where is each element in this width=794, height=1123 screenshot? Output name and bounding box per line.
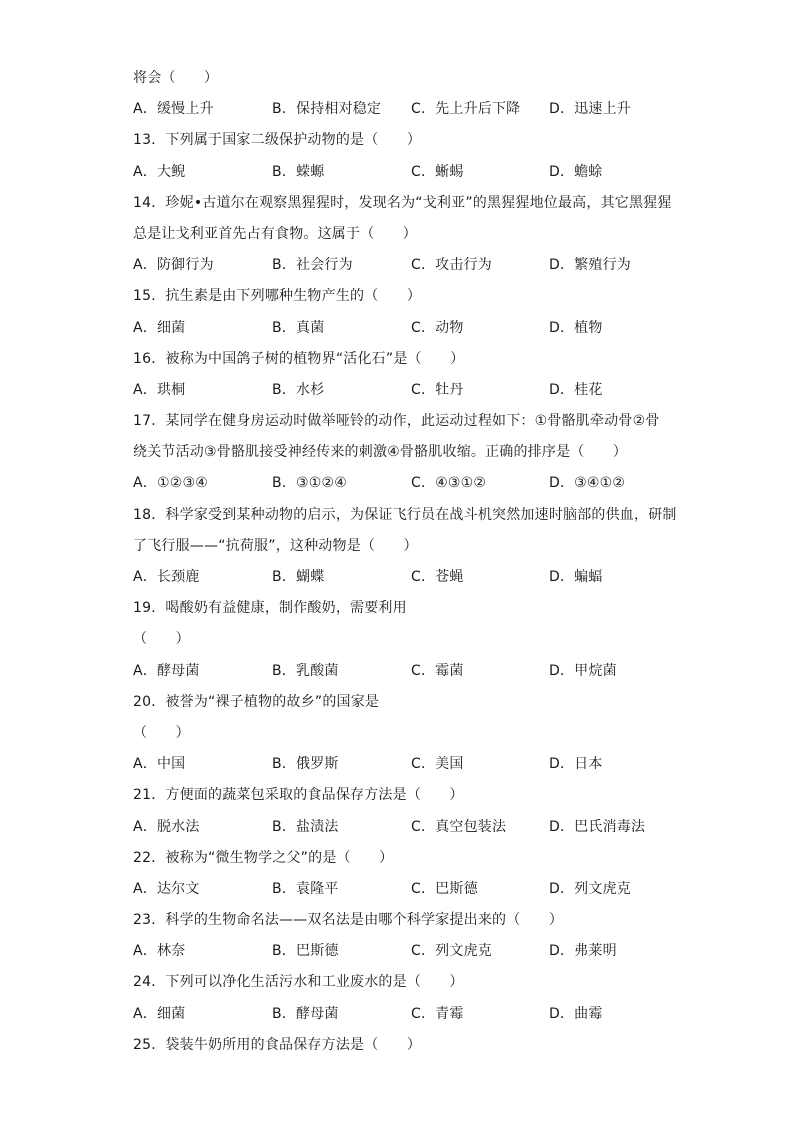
option-a: A．细菌 [133,1005,186,1022]
option-a: A．防御行为 [133,257,214,274]
option-c: C．青霉 [411,1005,464,1022]
option-c: C．巴斯德 [411,880,478,897]
option-a: A．中国 [133,756,186,773]
question-23-stem: 23．科学的生物命名法——双名法是由哪个科学家提出来的（ ） [133,912,564,929]
option-c: C．霉菌 [411,662,464,679]
question-21-stem: 21．方便面的蔬菜包采取的食品保存方法是（ ） [133,787,464,804]
option-d: D．巴氏消毒法 [549,818,646,835]
question-list [133,63,677,1061]
question-17-options [133,468,673,499]
question-25-stem: 25．袋装牛奶所用的食品保存方法是（ ） [133,1036,422,1053]
question-13-options [133,157,673,188]
question-19-options [133,656,673,687]
question-14-options [133,250,673,281]
option-b: B．保持相对稳定 [272,101,382,118]
option-d: D．列文虎克 [549,880,631,897]
question-14-stem-cont: 总是让戈利亚首先占有食物。这属于（ ） [133,225,417,242]
option-d: D．繁殖行为 [549,257,631,274]
option-a: A．①②③④ [133,475,208,492]
question-23-options [133,936,673,967]
option-b: B．蝾螈 [272,163,325,180]
question-18-stem-cont: 了飞行服——“抗荷服”，这种动物是（ ） [133,537,418,554]
question-16-stem: 16．被称为中国鸽子树的植物界“活化石”是（ ） [133,350,465,367]
question-14-stem: 14．珍妮•古道尔在观察黑猩猩时，发现名为“戈利亚”的黑猩猩地位最高，其它黑猩猩 [133,194,672,211]
option-d: D．蝙蝠 [549,569,603,585]
option-c: C．真空包装法 [411,818,507,835]
option-c: C．美国 [411,756,464,773]
question-15-stem: 15．抗生素是由下列哪种生物产生的（ ） [133,288,422,305]
option-b: B．真菌 [272,319,325,336]
option-c: C．列文虎克 [411,943,492,960]
option-b: B．巴斯德 [272,943,339,960]
option-d: D．迅速上升 [549,101,631,118]
option-d: D．蟾蜍 [549,163,603,180]
question-22-stem: 22．被称为“微生物学之父”的是（ ） [133,849,394,866]
question-18-stem: 18．科学家受到某种动物的启示，为保证飞行员在战斗机突然加速时脑部的供血，研制 [133,506,677,523]
question-20-options [133,749,673,780]
option-b: B．水杉 [272,381,325,398]
question-line: 将会（ ） [133,70,219,86]
question-17-stem: 17．某同学在健身房运动时做举哑铃的动作，此运动过程如下：①骨骼肌牵动骨②骨 [133,413,660,430]
option-b: B．俄罗斯 [272,756,339,773]
option-a: A．脱水法 [133,818,200,835]
question-18-options [133,562,673,593]
option-a: A．珙桐 [133,381,186,398]
option-d: D．弗莱明 [549,943,617,960]
option-d: D．植物 [549,319,603,336]
option-b: B．乳酸菌 [272,662,339,679]
option-a: A．林奈 [133,943,186,960]
option-c: C．蜥蜴 [411,163,464,180]
option-b: B．蝴蝶 [272,569,325,585]
option-b: B．③①②④ [272,475,348,492]
question-20-stem: 20．被誉为“裸子植物的故乡”的国家是 [133,693,380,710]
option-c: C．④③①② [411,475,487,492]
question-24-options [133,999,673,1030]
option-c: C．动物 [411,319,464,336]
question-22-options [133,874,673,905]
option-c: C．攻击行为 [411,257,492,274]
option-b: B．袁隆平 [272,880,339,897]
question-15-options [133,313,673,344]
option-a: A．达尔文 [133,880,200,897]
question-20-stem-cont: （ ） [133,724,190,741]
option-d: D．甲烷菌 [549,662,617,679]
option-b: B．酵母菌 [272,1005,339,1022]
options-row [133,94,673,125]
option-d: D．③④①② [549,475,626,492]
question-21-options [133,812,673,843]
option-c: C．先上升后下降 [411,101,521,118]
option-b: B．盐渍法 [272,818,339,835]
option-d: D．曲霉 [549,1005,603,1022]
option-a: A．长颈鹿 [133,569,200,585]
option-d: D．日本 [549,756,603,773]
option-a: A．大鲵 [133,163,186,180]
question-13-stem: 13．下列属于国家二级保护动物的是（ ） [133,132,422,149]
question-17-stem-cont: 绕关节活动③骨骼肌接受神经传来的刺激④骨骼肌收缩。正确的排序是（ ） [133,444,628,461]
option-a: A．酵母菌 [133,662,200,679]
option-c: C．苍蝇 [411,569,464,585]
option-b: B．社会行为 [272,257,353,274]
question-19-stem-cont: （ ） [133,631,190,648]
question-16-options [133,375,673,406]
option-c: C．牡丹 [411,381,464,398]
option-a: A．缓慢上升 [133,101,214,118]
question-24-stem: 24．下列可以净化生活污水和工业废水的是（ ） [133,974,464,991]
option-d: D．桂花 [549,381,603,398]
option-a: A．细菌 [133,319,186,336]
question-19-stem: 19．喝酸奶有益健康，制作酸奶，需要利用 [133,600,407,617]
